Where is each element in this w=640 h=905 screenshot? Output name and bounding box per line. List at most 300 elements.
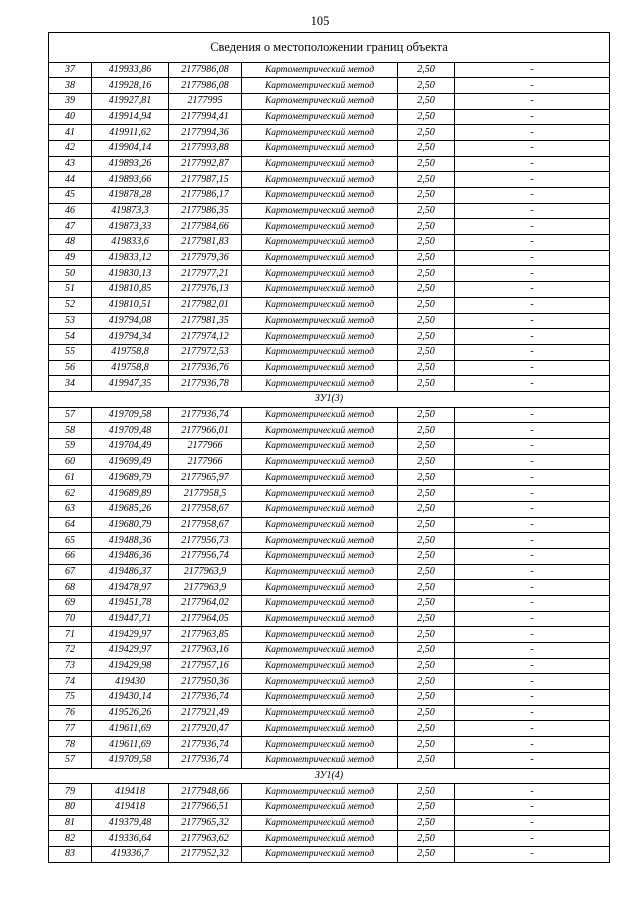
x-coordinate-cell: 419758,8: [92, 344, 169, 360]
precision-cell: 2,50: [398, 548, 455, 564]
y-coordinate-cell: 2177965,32: [169, 815, 242, 831]
table-row: [49, 282, 610, 298]
method-cell: Картометрический метод: [242, 643, 398, 659]
precision-cell: 2,50: [398, 470, 455, 486]
description-cell: -: [455, 439, 610, 455]
x-coordinate-cell: 419794,08: [92, 313, 169, 329]
y-coordinate-cell: 2177974,12: [169, 329, 242, 345]
method-cell: Картометрический метод: [242, 109, 398, 125]
method-cell: Картометрический метод: [242, 423, 398, 439]
precision-cell: 2,50: [398, 219, 455, 235]
method-cell: Картометрический метод: [242, 203, 398, 219]
x-coordinate-cell: 419794,34: [92, 329, 169, 345]
method-cell: Картометрический метод: [242, 297, 398, 313]
point-number-cell: 55: [49, 344, 92, 360]
precision-cell: 2,50: [398, 627, 455, 643]
x-coordinate-cell: 419430: [92, 674, 169, 690]
description-cell: -: [455, 611, 610, 627]
method-cell: Картометрический метод: [242, 611, 398, 627]
y-coordinate-cell: 2177963,9: [169, 564, 242, 580]
x-coordinate-cell: 419418: [92, 800, 169, 816]
precision-cell: 2,50: [398, 517, 455, 533]
precision-cell: 2,50: [398, 297, 455, 313]
method-cell: Картометрический метод: [242, 454, 398, 470]
precision-cell: 2,50: [398, 125, 455, 141]
table-row: [49, 800, 610, 816]
y-coordinate-cell: 2177992,87: [169, 156, 242, 172]
method-cell: Картометрический метод: [242, 470, 398, 486]
point-number-cell: 58: [49, 423, 92, 439]
method-cell: Картометрический метод: [242, 831, 398, 847]
description-cell: -: [455, 690, 610, 706]
precision-cell: 2,50: [398, 533, 455, 549]
table-row: [49, 815, 610, 831]
y-coordinate-cell: 2177963,9: [169, 580, 242, 596]
table-row: [49, 580, 610, 596]
table-row: [49, 533, 610, 549]
table-row: [49, 611, 610, 627]
point-number-cell: 68: [49, 580, 92, 596]
y-coordinate-cell: 2177984,66: [169, 219, 242, 235]
point-number-cell: 76: [49, 705, 92, 721]
x-coordinate-cell: 419830,13: [92, 266, 169, 282]
precision-cell: 2,50: [398, 815, 455, 831]
precision-cell: 2,50: [398, 282, 455, 298]
description-cell: -: [455, 784, 610, 800]
table-row: [49, 752, 610, 768]
x-coordinate-cell: 419873,33: [92, 219, 169, 235]
point-number-cell: 59: [49, 439, 92, 455]
method-cell: Картометрический метод: [242, 93, 398, 109]
method-cell: Картометрический метод: [242, 250, 398, 266]
method-cell: Картометрический метод: [242, 564, 398, 580]
y-coordinate-cell: 2177986,08: [169, 62, 242, 78]
precision-cell: 2,50: [398, 376, 455, 392]
table-row: [49, 203, 610, 219]
table-row: [49, 439, 610, 455]
table-row: [49, 329, 610, 345]
point-number-cell: 43: [49, 156, 92, 172]
method-cell: Картометрический метод: [242, 407, 398, 423]
point-number-cell: 40: [49, 109, 92, 125]
method-cell: Картометрический метод: [242, 360, 398, 376]
method-cell: Картометрический метод: [242, 486, 398, 502]
precision-cell: 2,50: [398, 140, 455, 156]
table-row: [49, 548, 610, 564]
point-number-cell: 37: [49, 62, 92, 78]
point-number-cell: 78: [49, 737, 92, 753]
precision-cell: 2,50: [398, 847, 455, 863]
method-cell: Картометрический метод: [242, 344, 398, 360]
description-cell: -: [455, 564, 610, 580]
point-number-cell: 65: [49, 533, 92, 549]
precision-cell: 2,50: [398, 486, 455, 502]
table-title: Сведения о местоположении границ объекта: [49, 33, 610, 63]
x-coordinate-cell: 419478,97: [92, 580, 169, 596]
point-number-cell: 57: [49, 752, 92, 768]
description-cell: -: [455, 486, 610, 502]
y-coordinate-cell: 2177958,5: [169, 486, 242, 502]
table-row: [49, 705, 610, 721]
point-number-cell: 71: [49, 627, 92, 643]
point-number-cell: 80: [49, 800, 92, 816]
table-row: [49, 721, 610, 737]
point-number-cell: 62: [49, 486, 92, 502]
precision-cell: 2,50: [398, 611, 455, 627]
x-coordinate-cell: 419709,58: [92, 752, 169, 768]
x-coordinate-cell: 419451,78: [92, 595, 169, 611]
precision-cell: 2,50: [398, 800, 455, 816]
point-number-cell: 44: [49, 172, 92, 188]
method-cell: Картометрический метод: [242, 784, 398, 800]
x-coordinate-cell: 419914,94: [92, 109, 169, 125]
y-coordinate-cell: 2177952,32: [169, 847, 242, 863]
method-cell: Картометрический метод: [242, 313, 398, 329]
x-coordinate-cell: 419336,64: [92, 831, 169, 847]
y-coordinate-cell: 2177987,15: [169, 172, 242, 188]
table-row: [49, 658, 610, 674]
method-cell: Картометрический метод: [242, 156, 398, 172]
table-row: [49, 847, 610, 863]
x-coordinate-cell: 419488,36: [92, 533, 169, 549]
y-coordinate-cell: 2177948,66: [169, 784, 242, 800]
method-cell: Картометрический метод: [242, 62, 398, 78]
y-coordinate-cell: 2177956,74: [169, 548, 242, 564]
description-cell: -: [455, 580, 610, 596]
y-coordinate-cell: 2177966: [169, 454, 242, 470]
table-row: [49, 454, 610, 470]
x-coordinate-cell: 419486,36: [92, 548, 169, 564]
y-coordinate-cell: 2177936,74: [169, 752, 242, 768]
point-number-cell: 39: [49, 93, 92, 109]
y-coordinate-cell: 2177957,16: [169, 658, 242, 674]
x-coordinate-cell: 419709,58: [92, 407, 169, 423]
x-coordinate-cell: 419429,98: [92, 658, 169, 674]
precision-cell: 2,50: [398, 172, 455, 188]
x-coordinate-cell: 419430,14: [92, 690, 169, 706]
table-header-row: [49, 33, 610, 63]
point-number-cell: 61: [49, 470, 92, 486]
y-coordinate-cell: 2177958,67: [169, 501, 242, 517]
x-coordinate-cell: 419611,69: [92, 737, 169, 753]
table-row: [49, 501, 610, 517]
description-cell: -: [455, 847, 610, 863]
precision-cell: 2,50: [398, 423, 455, 439]
precision-cell: 2,50: [398, 188, 455, 204]
precision-cell: 2,50: [398, 344, 455, 360]
precision-cell: 2,50: [398, 831, 455, 847]
point-number-cell: 57: [49, 407, 92, 423]
x-coordinate-cell: 419911,62: [92, 125, 169, 141]
x-coordinate-cell: 419709,48: [92, 423, 169, 439]
table-row: [49, 250, 610, 266]
y-coordinate-cell: 2177979,36: [169, 250, 242, 266]
description-cell: -: [455, 595, 610, 611]
method-cell: Картометрический метод: [242, 188, 398, 204]
y-coordinate-cell: 2177966,01: [169, 423, 242, 439]
point-number-cell: 82: [49, 831, 92, 847]
description-cell: -: [455, 62, 610, 78]
y-coordinate-cell: 2177993,88: [169, 140, 242, 156]
description-cell: -: [455, 548, 610, 564]
precision-cell: 2,50: [398, 203, 455, 219]
precision-cell: 2,50: [398, 737, 455, 753]
table-row: [49, 78, 610, 94]
y-coordinate-cell: 2177936,74: [169, 407, 242, 423]
method-cell: Картометрический метод: [242, 501, 398, 517]
point-number-cell: 41: [49, 125, 92, 141]
x-coordinate-cell: 419429,97: [92, 643, 169, 659]
method-cell: Картометрический метод: [242, 172, 398, 188]
method-cell: Картометрический метод: [242, 329, 398, 345]
boundary-coordinates-table: [48, 32, 610, 863]
y-coordinate-cell: 2177982,01: [169, 297, 242, 313]
description-cell: -: [455, 203, 610, 219]
y-coordinate-cell: 2177966,51: [169, 800, 242, 816]
x-coordinate-cell: 419689,89: [92, 486, 169, 502]
description-cell: -: [455, 407, 610, 423]
point-number-cell: 46: [49, 203, 92, 219]
method-cell: Картометрический метод: [242, 847, 398, 863]
precision-cell: 2,50: [398, 752, 455, 768]
table-row: [49, 784, 610, 800]
method-cell: Картометрический метод: [242, 800, 398, 816]
precision-cell: 2,50: [398, 266, 455, 282]
point-number-cell: 56: [49, 360, 92, 376]
table-row: [49, 517, 610, 533]
precision-cell: 2,50: [398, 329, 455, 345]
method-cell: Картометрический метод: [242, 674, 398, 690]
description-cell: -: [455, 643, 610, 659]
description-cell: -: [455, 470, 610, 486]
description-cell: -: [455, 78, 610, 94]
description-cell: -: [455, 282, 610, 298]
precision-cell: 2,50: [398, 439, 455, 455]
point-number-cell: 67: [49, 564, 92, 580]
y-coordinate-cell: 2177964,02: [169, 595, 242, 611]
section-label: ЗУ1(3): [49, 391, 610, 407]
precision-cell: 2,50: [398, 564, 455, 580]
point-number-cell: 79: [49, 784, 92, 800]
method-cell: Картометрический метод: [242, 721, 398, 737]
precision-cell: 2,50: [398, 62, 455, 78]
precision-cell: 2,50: [398, 407, 455, 423]
method-cell: Картометрический метод: [242, 752, 398, 768]
x-coordinate-cell: 419947,35: [92, 376, 169, 392]
x-coordinate-cell: 419418: [92, 784, 169, 800]
point-number-cell: 34: [49, 376, 92, 392]
table-row: [49, 235, 610, 251]
table-row: [49, 831, 610, 847]
table-row: [49, 564, 610, 580]
table-row: [49, 595, 610, 611]
method-cell: Картометрический метод: [242, 658, 398, 674]
y-coordinate-cell: 2177995: [169, 93, 242, 109]
precision-cell: 2,50: [398, 156, 455, 172]
point-number-cell: 51: [49, 282, 92, 298]
table-row: [49, 486, 610, 502]
point-number-cell: 81: [49, 815, 92, 831]
description-cell: -: [455, 627, 610, 643]
point-number-cell: 83: [49, 847, 92, 863]
y-coordinate-cell: 2177958,67: [169, 517, 242, 533]
x-coordinate-cell: 419699,49: [92, 454, 169, 470]
method-cell: Картометрический метод: [242, 219, 398, 235]
point-number-cell: 70: [49, 611, 92, 627]
table-row: [49, 188, 610, 204]
point-number-cell: 49: [49, 250, 92, 266]
point-number-cell: 50: [49, 266, 92, 282]
description-cell: -: [455, 533, 610, 549]
point-number-cell: 64: [49, 517, 92, 533]
point-number-cell: 45: [49, 188, 92, 204]
table-row: [49, 219, 610, 235]
description-cell: -: [455, 705, 610, 721]
method-cell: Картометрический метод: [242, 690, 398, 706]
description-cell: -: [455, 313, 610, 329]
x-coordinate-cell: 419379,48: [92, 815, 169, 831]
x-coordinate-cell: 419689,79: [92, 470, 169, 486]
precision-cell: 2,50: [398, 643, 455, 659]
table-row: [49, 407, 610, 423]
table-row: [49, 360, 610, 376]
table-row: [49, 125, 610, 141]
precision-cell: 2,50: [398, 784, 455, 800]
table-row: [49, 156, 610, 172]
precision-cell: 2,50: [398, 705, 455, 721]
x-coordinate-cell: 419878,28: [92, 188, 169, 204]
method-cell: Картометрический метод: [242, 235, 398, 251]
description-cell: -: [455, 266, 610, 282]
precision-cell: 2,50: [398, 313, 455, 329]
table-row: [49, 470, 610, 486]
description-cell: -: [455, 93, 610, 109]
precision-cell: 2,50: [398, 250, 455, 266]
description-cell: -: [455, 140, 610, 156]
table-row: [49, 690, 610, 706]
description-cell: -: [455, 235, 610, 251]
y-coordinate-cell: 2177977,21: [169, 266, 242, 282]
x-coordinate-cell: 419336,7: [92, 847, 169, 863]
point-number-cell: 60: [49, 454, 92, 470]
point-number-cell: 74: [49, 674, 92, 690]
precision-cell: 2,50: [398, 235, 455, 251]
method-cell: Картометрический метод: [242, 376, 398, 392]
x-coordinate-cell: 419758,8: [92, 360, 169, 376]
x-coordinate-cell: 419429,97: [92, 627, 169, 643]
page-number: 105: [310, 14, 330, 28]
table-row: [49, 172, 610, 188]
y-coordinate-cell: 2177936,74: [169, 690, 242, 706]
y-coordinate-cell: 2177936,76: [169, 360, 242, 376]
method-cell: Картометрический метод: [242, 595, 398, 611]
y-coordinate-cell: 2177964,05: [169, 611, 242, 627]
precision-cell: 2,50: [398, 580, 455, 596]
precision-cell: 2,50: [398, 658, 455, 674]
table-row: [49, 93, 610, 109]
description-cell: -: [455, 831, 610, 847]
point-number-cell: 77: [49, 721, 92, 737]
description-cell: -: [455, 344, 610, 360]
precision-cell: 2,50: [398, 501, 455, 517]
table-row: [49, 266, 610, 282]
description-cell: -: [455, 800, 610, 816]
description-cell: -: [455, 752, 610, 768]
x-coordinate-cell: 419447,71: [92, 611, 169, 627]
table-row: [49, 674, 610, 690]
point-number-cell: 54: [49, 329, 92, 345]
x-coordinate-cell: 419928,16: [92, 78, 169, 94]
section-row: [49, 768, 610, 784]
y-coordinate-cell: 2177956,73: [169, 533, 242, 549]
precision-cell: 2,50: [398, 109, 455, 125]
method-cell: Картометрический метод: [242, 266, 398, 282]
x-coordinate-cell: 419927,81: [92, 93, 169, 109]
table-row: [49, 140, 610, 156]
table-row: [49, 737, 610, 753]
table-row: [49, 297, 610, 313]
y-coordinate-cell: 2177986,35: [169, 203, 242, 219]
description-cell: -: [455, 674, 610, 690]
table-row: [49, 423, 610, 439]
precision-cell: 2,50: [398, 360, 455, 376]
method-cell: Картометрический метод: [242, 439, 398, 455]
description-cell: -: [455, 815, 610, 831]
precision-cell: 2,50: [398, 93, 455, 109]
point-number-cell: 38: [49, 78, 92, 94]
description-cell: -: [455, 501, 610, 517]
description-cell: -: [455, 658, 610, 674]
description-cell: -: [455, 517, 610, 533]
method-cell: Картометрический метод: [242, 78, 398, 94]
x-coordinate-cell: 419526,26: [92, 705, 169, 721]
y-coordinate-cell: 2177936,74: [169, 737, 242, 753]
table-row: [49, 627, 610, 643]
method-cell: Картометрический метод: [242, 548, 398, 564]
point-number-cell: 48: [49, 235, 92, 251]
x-coordinate-cell: 419833,6: [92, 235, 169, 251]
table-row: [49, 62, 610, 78]
point-number-cell: 66: [49, 548, 92, 564]
y-coordinate-cell: 2177976,13: [169, 282, 242, 298]
x-coordinate-cell: 419810,85: [92, 282, 169, 298]
precision-cell: 2,50: [398, 721, 455, 737]
x-coordinate-cell: 419904,14: [92, 140, 169, 156]
description-cell: -: [455, 109, 610, 125]
y-coordinate-cell: 2177963,16: [169, 643, 242, 659]
method-cell: Картометрический метод: [242, 282, 398, 298]
y-coordinate-cell: 2177921,49: [169, 705, 242, 721]
y-coordinate-cell: 2177963,62: [169, 831, 242, 847]
method-cell: Картометрический метод: [242, 705, 398, 721]
y-coordinate-cell: 2177972,53: [169, 344, 242, 360]
method-cell: Картометрический метод: [242, 815, 398, 831]
x-coordinate-cell: 419486,37: [92, 564, 169, 580]
method-cell: Картометрический метод: [242, 533, 398, 549]
x-coordinate-cell: 419611,69: [92, 721, 169, 737]
point-number-cell: 73: [49, 658, 92, 674]
x-coordinate-cell: 419704,49: [92, 439, 169, 455]
table-row: [49, 109, 610, 125]
method-cell: Картометрический метод: [242, 737, 398, 753]
y-coordinate-cell: 2177994,36: [169, 125, 242, 141]
description-cell: -: [455, 329, 610, 345]
point-number-cell: 69: [49, 595, 92, 611]
method-cell: Картометрический метод: [242, 517, 398, 533]
description-cell: -: [455, 376, 610, 392]
description-cell: -: [455, 360, 610, 376]
method-cell: Картометрический метод: [242, 627, 398, 643]
